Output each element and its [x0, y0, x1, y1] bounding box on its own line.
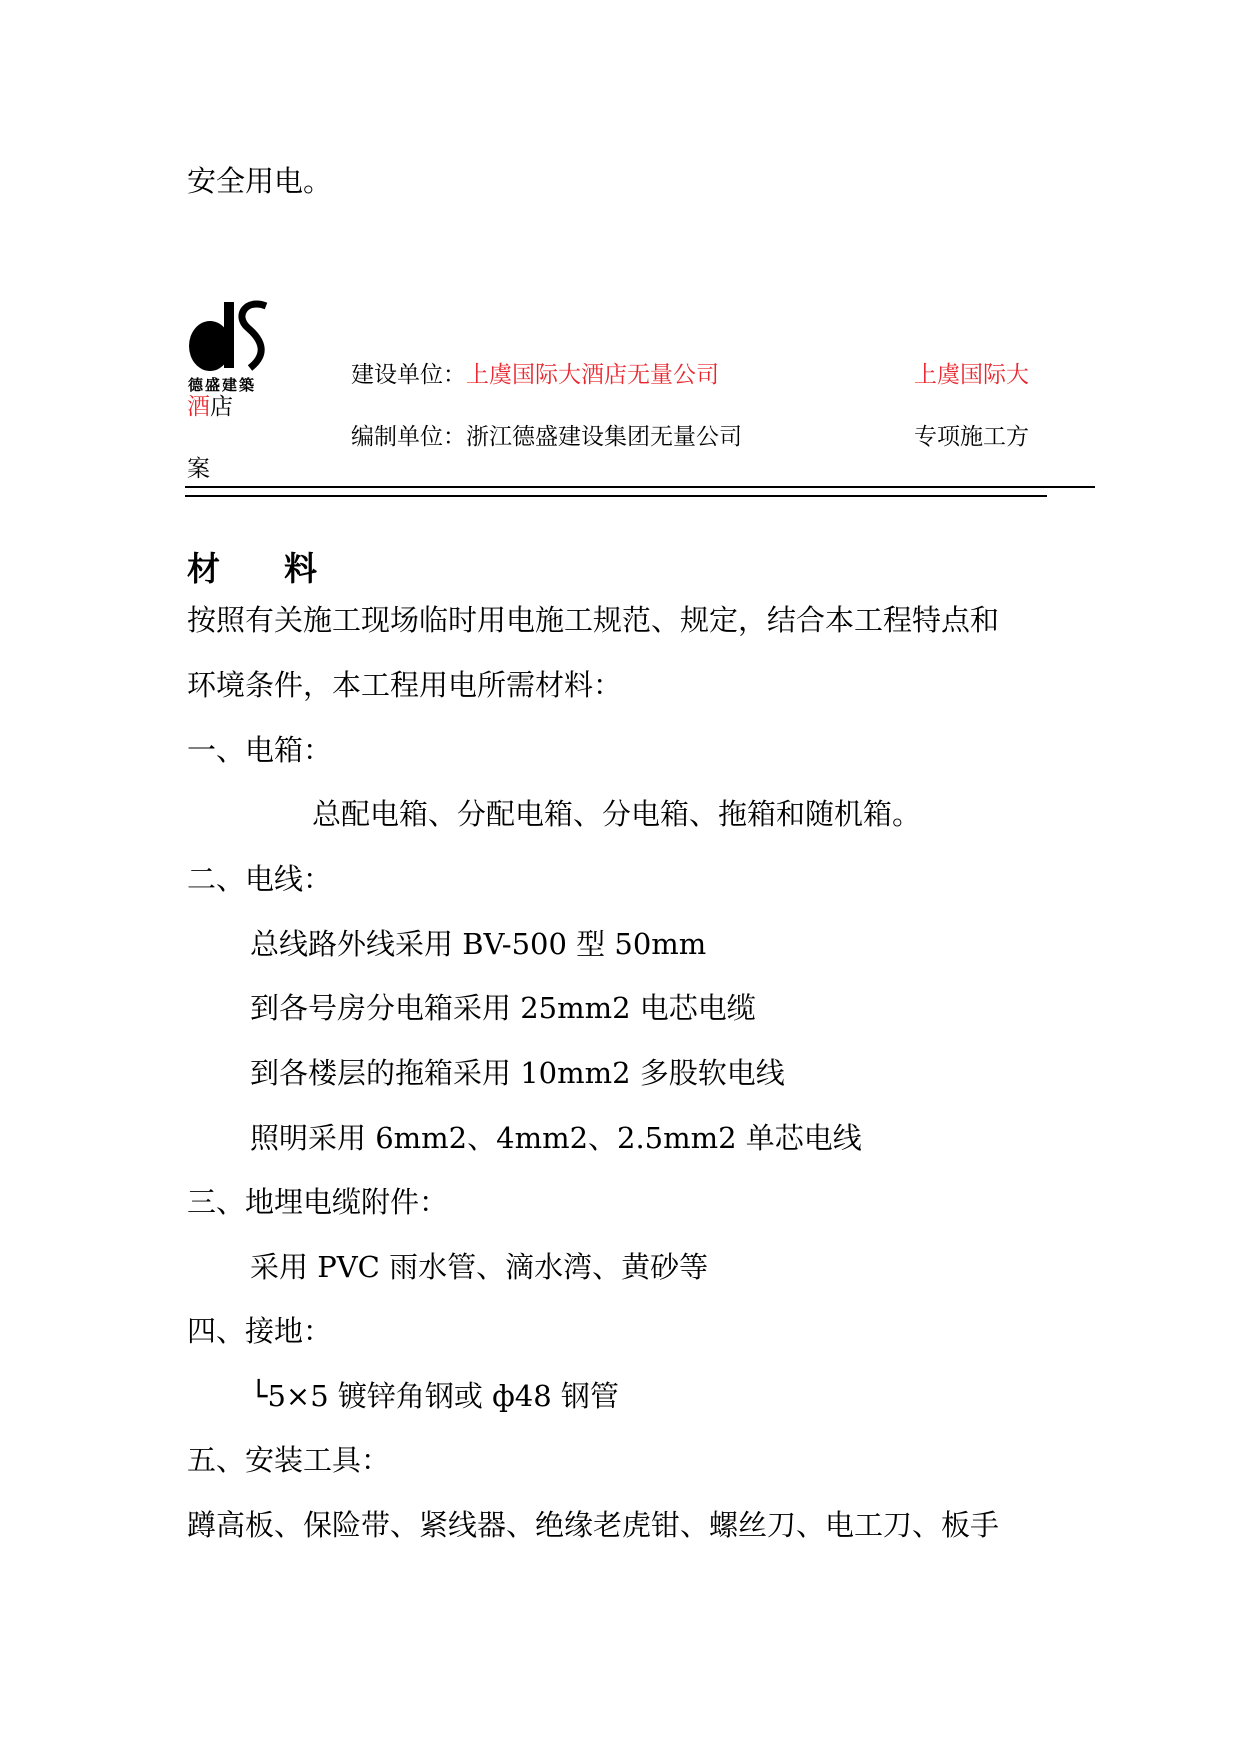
tools-line: 蹲高板、保险带、紧线器、绝缘老虎钳、螺丝刀、电工刀、板手: [187, 1508, 1000, 1542]
compiler-name: 浙江德盛建设集团无量公司: [466, 424, 742, 450]
client-label: 建设单位：: [351, 362, 466, 388]
project-name-part1: 上虞国际大: [914, 362, 1029, 388]
doc-type-part1: 专项施工方: [914, 424, 1029, 450]
item-heading-3: 三、地埋电缆附件：: [187, 1185, 449, 1219]
project-name-part2: 酒店: [187, 394, 233, 420]
doc-type-part2: 案: [187, 456, 210, 482]
logo-text: 德盛建築: [188, 376, 257, 394]
item-1-line-1: 总配电箱、分配电箱、分电箱、拖箱和随机箱。: [312, 797, 922, 831]
company-logo: [186, 298, 278, 378]
compiler-row: [351, 423, 742, 451]
compiler-label: 编制单位：: [351, 424, 466, 450]
item-2-line-3: 到各楼层的拖箱采用 10mm2 多股软电线: [250, 1056, 785, 1090]
item-heading-2: 二、电线：: [187, 862, 333, 896]
top-fragment: 安全用电。: [187, 164, 333, 198]
item-3-line-1: 采用 PVC 雨水管、滴水湾、黄砂等: [250, 1250, 709, 1284]
item-heading-1: 一、电箱：: [187, 733, 333, 767]
section-title: 材 料: [187, 549, 319, 588]
item-2-line-1: 总线路外线采用 BV-500 型 50mm: [250, 927, 707, 961]
item-heading-5: 五、安装工具：: [187, 1443, 391, 1477]
item-2-line-2: 到各号房分电箱采用 25mm2 电芯电缆: [250, 991, 756, 1025]
item-heading-4: 四、接地：: [187, 1314, 333, 1348]
item-2-line-4: 照明采用 6mm2、4mm2、2.5mm2 单芯电线: [250, 1121, 862, 1155]
header-rule-bottom: [185, 495, 1047, 497]
item-4-line-1: └5×5 镀锌角钢或 ф48 钢管: [250, 1379, 619, 1413]
client-name: 上虞国际大酒店无量公司: [466, 362, 719, 388]
header-rule-top: [185, 486, 1095, 488]
client-row: [351, 361, 719, 389]
intro-line-2: 环境条件，本工程用电所需材料：: [187, 668, 623, 702]
intro-line-1: 按照有关施工现场临时用电施工规范、规定，结合本工程特点和: [187, 603, 1000, 637]
